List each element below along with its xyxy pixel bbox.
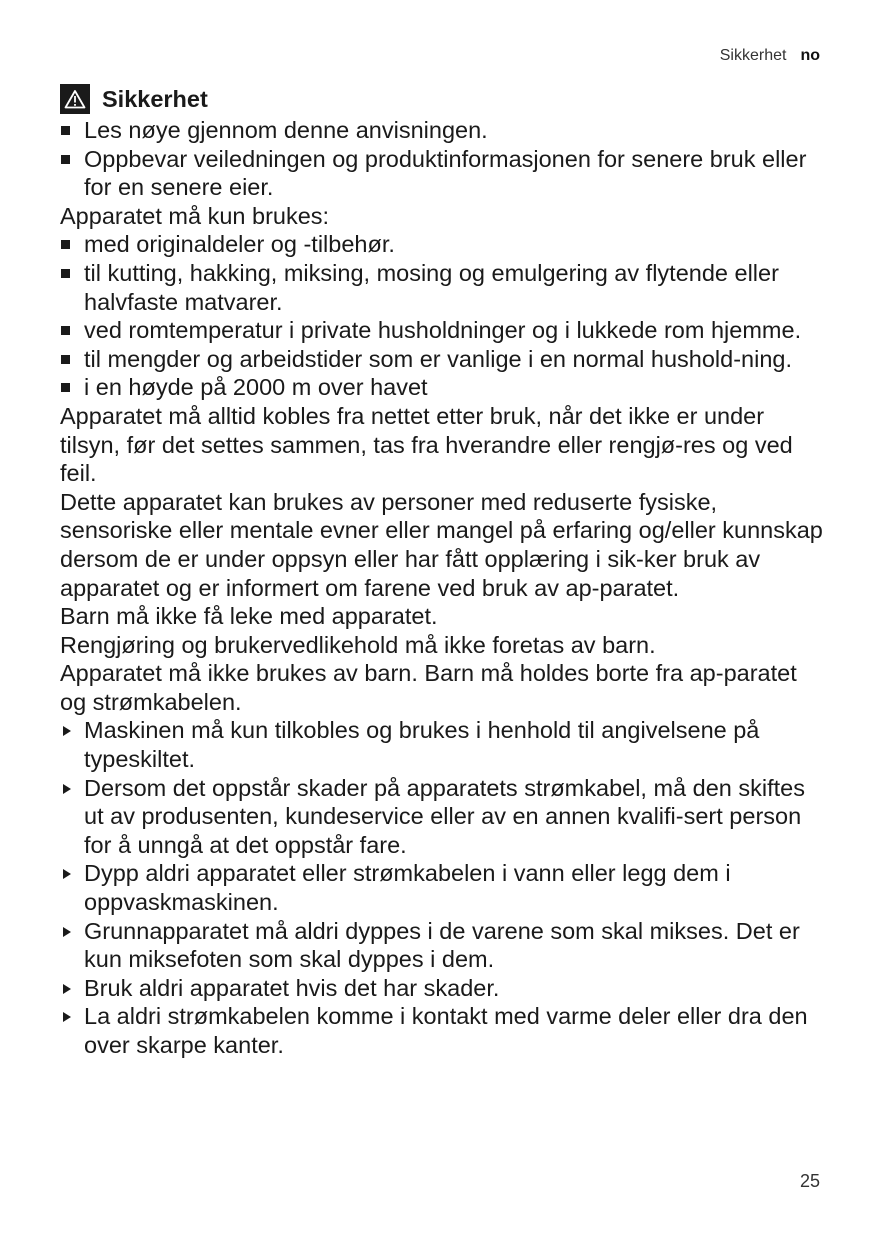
paragraph: Apparatet må ikke brukes av barn. Barn må holdes borte fra ap-paratet og strømkabelen. [60, 660, 797, 715]
list-item-text: i en høyde på 2000 m over havet [84, 374, 428, 401]
section-title-text: Sikkerhet [102, 85, 208, 112]
list-item [60, 116, 825, 145]
action-item-text: Dersom det oppstår skader på apparatets strømkabel, må den skiftes ut av produsenten, kundeservice eller av en annen kvalifi-sert person for å unngå at det oppstår fare. [84, 774, 805, 858]
list-item [60, 345, 825, 374]
paragraph: Dette apparatet kan brukes av personer med reduserte fysiske, sensoriske eller mentale evner eller mangel på erfaring og/eller kunnskap dersom de er under oppsyn eller har fått opplæring i sik-ker bruk av apparatet og er informert om farene ved bruk av ap-paratet. [60, 488, 823, 601]
action-item-text: Grunnapparatet må aldri dyppes i de varene som skal mikses. Det er kun miksefoten som skal dyppes i dem. [84, 917, 800, 973]
list-item [60, 259, 825, 316]
warning-icon [60, 84, 90, 114]
list-item [60, 373, 825, 402]
list-item [60, 230, 825, 259]
action-item-text: Maskinen må kun tilkobles og brukes i henhold til angivelsene på typeskiltet. [84, 717, 760, 773]
list-item-text: til kutting, hakking, miksing, mosing og emulgering av flytende eller halvfaste matvarer. [84, 259, 779, 315]
section-title [60, 84, 825, 114]
list-item-text: med originaldeler og -tilbehør. [84, 231, 395, 258]
action-item [60, 917, 825, 974]
action-item-text: La aldri strømkabelen komme i kontakt med varme deler eller dra den over skarpe kanter. [84, 1003, 808, 1058]
list-item-text: Les nøye gjennom denne anvisningen. [84, 117, 488, 143]
page-number: 25 [799, 1171, 820, 1191]
action-item [60, 974, 825, 1003]
header-section: Sikkerhet [719, 47, 787, 64]
action-item [60, 716, 825, 773]
list-item-text: ved romtemperatur i private husholdninger og i lukkede rom hjemme. [84, 317, 802, 344]
header-lang: no [800, 47, 820, 64]
action-item-text: Dypp aldri apparatet eller strømkabelen i vann eller legg dem i oppvaskmaskinen. [84, 860, 731, 916]
action-item-text: Bruk aldri apparatet hvis det har skader. [84, 974, 500, 1001]
paragraph: Apparatet må alltid kobles fra nettet etter bruk, når det ikke er under tilsyn, før det settes sammen, tas fra hverandre eller rengjø-res og ved feil. [60, 402, 793, 487]
running-header [720, 47, 820, 65]
paragraph: Rengjøring og brukervedlikehold må ikke foretas av barn. [60, 631, 656, 658]
action-item [60, 1002, 825, 1059]
list-item-text: Oppbevar veiledningen og produktinformasjonen for senere bruk eller for en senere eier. [84, 145, 807, 201]
list-item-text: til mengder og arbeidstider som er vanlige i en normal hushold-ning. [84, 345, 792, 372]
paragraph: Barn må ikke få leke med apparatet. [60, 603, 438, 630]
intro-text: Apparatet må kun brukes: [60, 202, 330, 229]
list-item [60, 145, 825, 202]
action-item [60, 774, 825, 860]
list-item [60, 316, 825, 345]
action-item [60, 859, 825, 916]
page-content [60, 84, 825, 1060]
